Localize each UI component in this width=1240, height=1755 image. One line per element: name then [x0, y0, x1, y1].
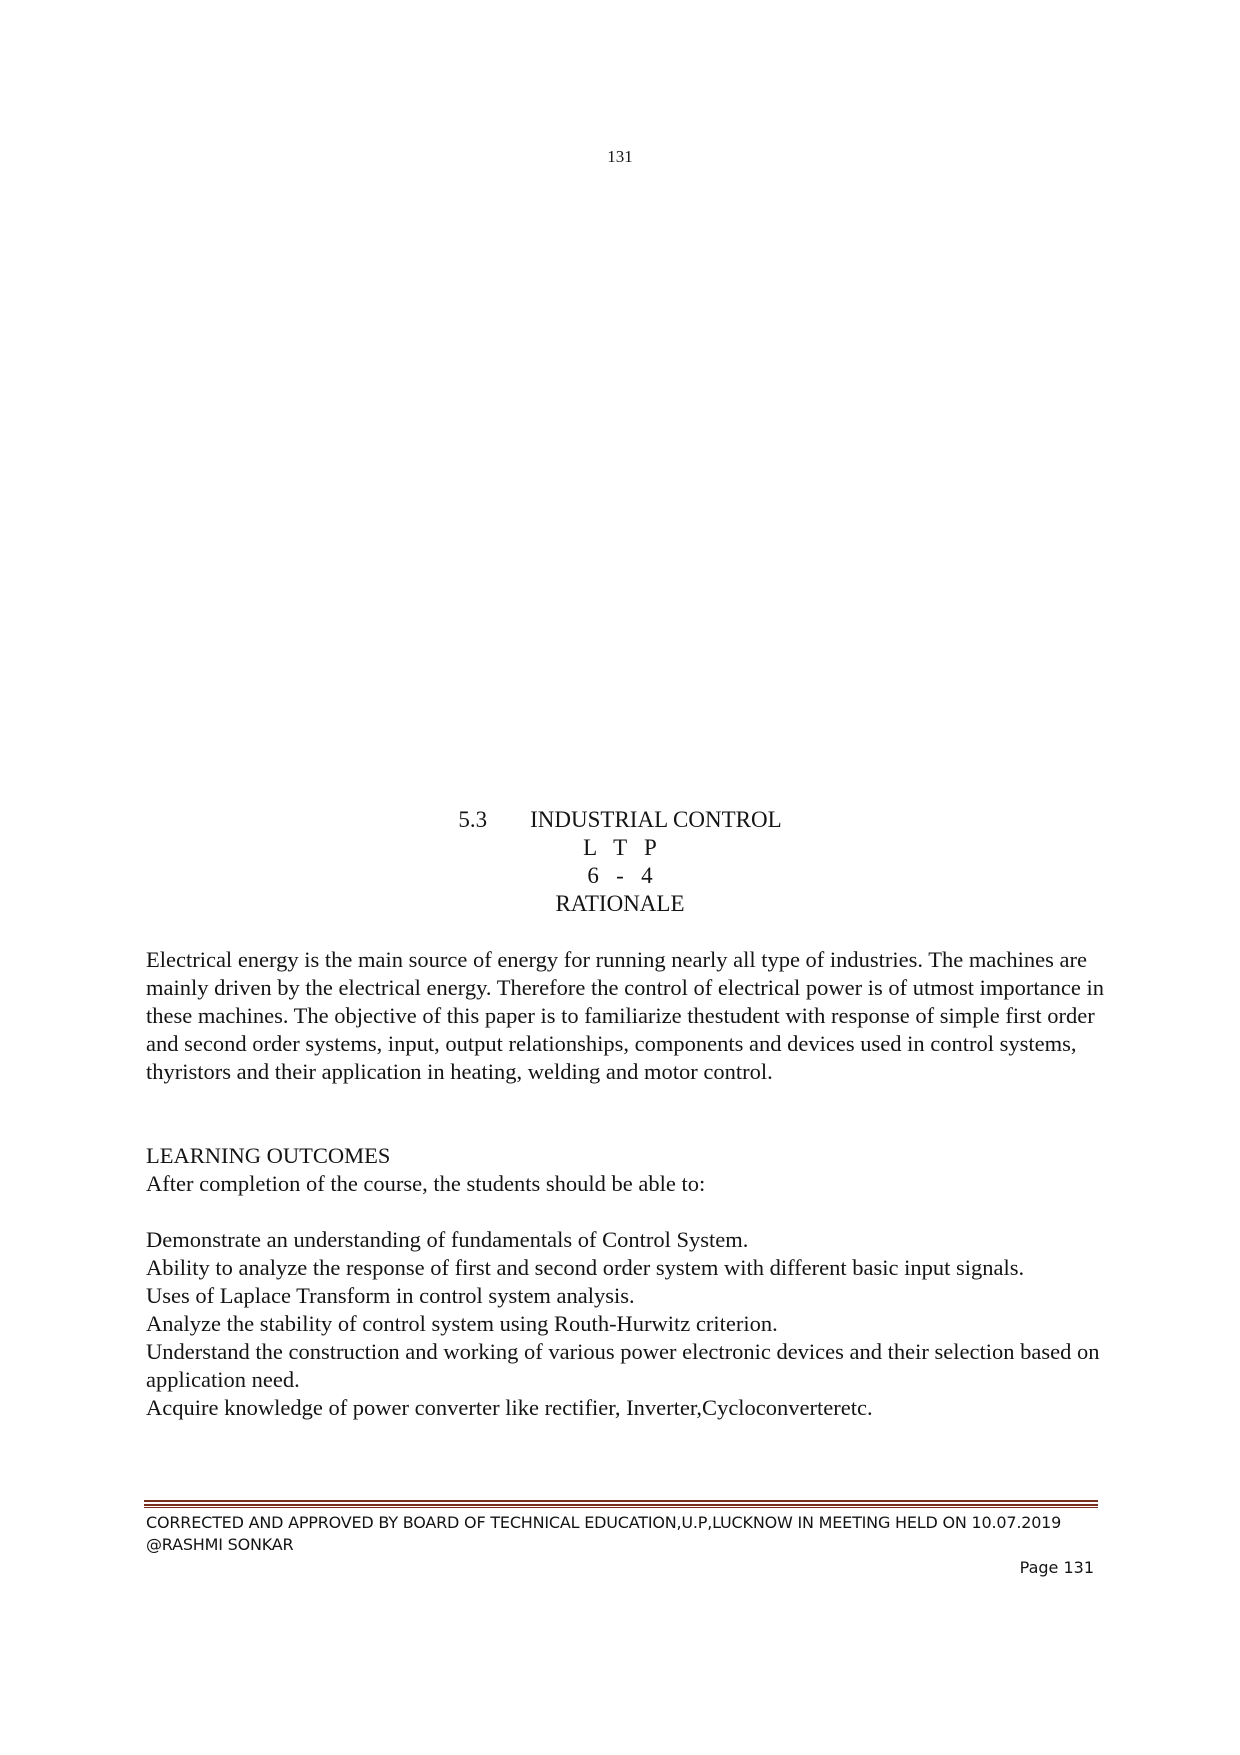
course-title-line [0, 806, 1240, 834]
course-title: INDUSTRIAL CONTROL [530, 807, 782, 832]
page-number-top: 131 [607, 147, 633, 166]
learning-outcomes-title: LEARNING OUTCOMES [146, 1143, 391, 1168]
outcome-item: Acquire knowledge of power converter like rectifier, Inverter,Cycloconverteretc. [146, 1395, 873, 1420]
outcome-item: Ability to analyze the response of first and second order system with different basic input signals. [146, 1255, 1025, 1280]
learning-outcomes [146, 1142, 1106, 1422]
spacer [146, 1198, 1106, 1226]
course-code: 5.3 [458, 807, 488, 832]
outcome-item: Uses of Laplace Transform in control system analysis. [146, 1283, 635, 1308]
learning-outcomes-intro: After completion of the course, the students should be able to: [146, 1171, 706, 1196]
outcome-item: Understand the construction and working of various power electronic devices and their selection based on application need. [146, 1339, 1100, 1392]
ltp-labels: L T P [583, 835, 657, 860]
course-heading [0, 806, 1240, 918]
footer-approval-text: CORRECTED AND APPROVED BY BOARD OF TECHNICAL EDUCATION,U.P,LUCKNOW IN MEETING HELD ON 10.07.2019 @RASHMI SONKAR [146, 1513, 1062, 1554]
rationale-paragraph: Electrical energy is the main source of energy for running nearly all type of industries. The machines are mainly driven by the electrical energy. Therefore the control of electrical power is of utmost importance in these machines. The objective of this paper is to familiarize thestudent with response of simple first order and second order systems, input, output relationships, components and devices used in control systems, thyristors and their application in heating, welding and motor control. [146, 947, 1104, 1084]
section-heading-rationale: RATIONALE [555, 891, 685, 916]
footer-divider [144, 1500, 1098, 1508]
ltp-values: 6 - 4 [587, 863, 653, 888]
outcome-item: Demonstrate an understanding of fundamentals of Control System. [146, 1227, 749, 1252]
footer-page-label: Page 131 [1019, 1558, 1094, 1577]
outcome-item: Analyze the stability of control system using Routh-Hurwitz criterion. [146, 1311, 778, 1336]
